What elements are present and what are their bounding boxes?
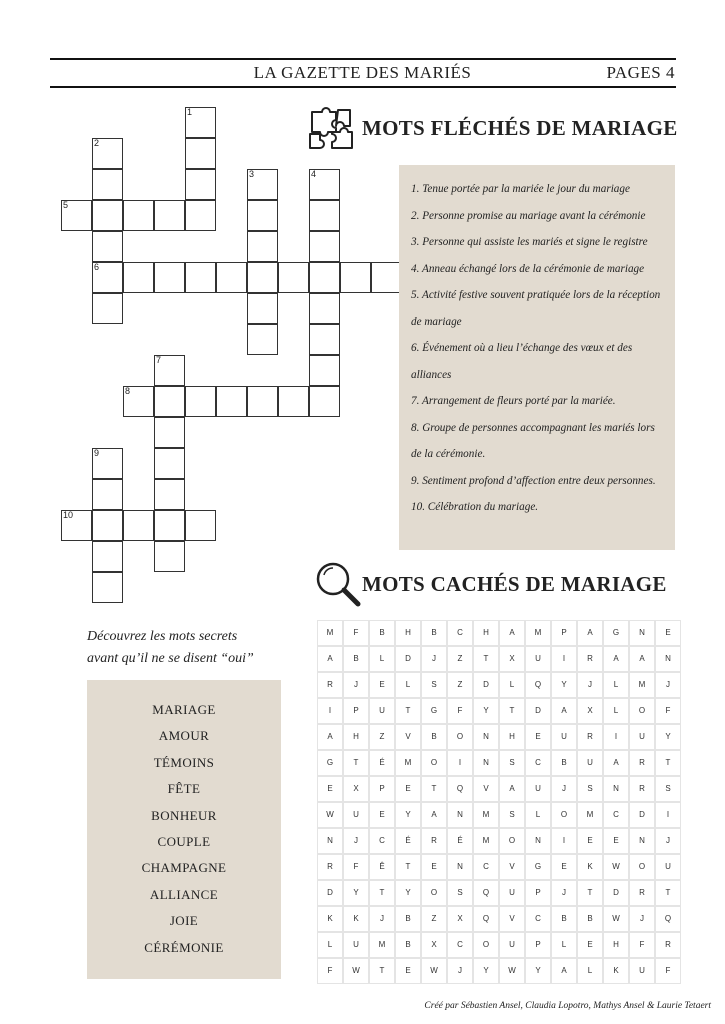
- wordsearch-letter[interactable]: I: [551, 646, 577, 672]
- wordsearch-letter[interactable]: U: [629, 958, 655, 984]
- wordsearch-letter[interactable]: N: [629, 828, 655, 854]
- wordsearch-letter[interactable]: O: [421, 750, 447, 776]
- wordsearch-letter[interactable]: E: [525, 724, 551, 750]
- wordsearch-letter[interactable]: A: [499, 776, 525, 802]
- wordsearch-letter[interactable]: W: [499, 958, 525, 984]
- wordsearch-letter[interactable]: M: [577, 802, 603, 828]
- wordsearch-letter[interactable]: K: [603, 958, 629, 984]
- wordsearch-letter[interactable]: U: [629, 724, 655, 750]
- wordsearch-letter[interactable]: P: [525, 932, 551, 958]
- clue-number-4: 4: [311, 169, 317, 179]
- wordsearch-letter[interactable]: K: [577, 854, 603, 880]
- wordsearch-letter[interactable]: Q: [655, 906, 681, 932]
- wordsearch-letter[interactable]: E: [551, 854, 577, 880]
- header-bottom-rule: [50, 86, 676, 88]
- crossword-cell[interactable]: [123, 262, 154, 293]
- wordsearch-letter[interactable]: A: [577, 620, 603, 646]
- wordsearch-letter[interactable]: R: [629, 880, 655, 906]
- wordsearch-letter[interactable]: M: [525, 620, 551, 646]
- wordsearch-letter[interactable]: T: [369, 958, 395, 984]
- wordsearch-letter[interactable]: J: [629, 906, 655, 932]
- wordsearch-letter[interactable]: M: [473, 828, 499, 854]
- wordsearch-letter[interactable]: L: [551, 932, 577, 958]
- crossword-cell[interactable]: [154, 448, 185, 479]
- wordsearch-letter[interactable]: L: [395, 672, 421, 698]
- wordsearch-title: MOTS CACHÉS DE MARIAGE: [362, 572, 667, 596]
- wordsearch-letter[interactable]: N: [603, 776, 629, 802]
- crossword-cell[interactable]: [216, 262, 247, 293]
- crossword-cell[interactable]: [123, 200, 154, 231]
- wordsearch-letter[interactable]: C: [447, 620, 473, 646]
- wordsearch-letter[interactable]: R: [655, 932, 681, 958]
- clue-3: 3. Personne qui assiste les mariés et signe le registre: [411, 236, 648, 248]
- intro-line-2: avant qu’il ne se disent “oui”: [87, 651, 254, 666]
- clue-number-6: 6: [94, 262, 100, 272]
- wordsearch-letter[interactable]: V: [499, 854, 525, 880]
- wordsearch-letter[interactable]: A: [551, 958, 577, 984]
- wordsearch-letter[interactable]: L: [603, 698, 629, 724]
- crossword-cell[interactable]: [92, 169, 123, 200]
- wordsearch-letter[interactable]: J: [577, 672, 603, 698]
- wordsearch-letter[interactable]: J: [343, 828, 369, 854]
- wordsearch-letter[interactable]: O: [473, 932, 499, 958]
- wordsearch-letter[interactable]: Y: [395, 802, 421, 828]
- crossword-cell[interactable]: [247, 231, 278, 262]
- word-item: BONHEUR: [151, 807, 217, 823]
- wordsearch-letter[interactable]: N: [317, 828, 343, 854]
- wordsearch-letter[interactable]: D: [317, 880, 343, 906]
- wordsearch-letter[interactable]: H: [473, 620, 499, 646]
- crossword-cell[interactable]: [154, 479, 185, 510]
- wordsearch-letter[interactable]: D: [629, 802, 655, 828]
- word-item: CÉRÉMONIE: [144, 939, 224, 955]
- wordsearch-letter[interactable]: L: [577, 958, 603, 984]
- wordsearch-letter[interactable]: S: [421, 672, 447, 698]
- crossword-cell[interactable]: [92, 479, 123, 510]
- wordsearch-letter[interactable]: S: [499, 802, 525, 828]
- wordsearch-letter[interactable]: É: [447, 828, 473, 854]
- crossword-cell[interactable]: [278, 262, 309, 293]
- wordsearch-letter[interactable]: C: [473, 854, 499, 880]
- crossword-cell[interactable]: [185, 262, 216, 293]
- clue-6: 6. Événement où a lieu l’échange des vœux et des alliances: [411, 342, 633, 381]
- crossword-cell[interactable]: [309, 386, 340, 417]
- wordsearch-letter[interactable]: U: [499, 880, 525, 906]
- wordsearch-letter[interactable]: A: [603, 646, 629, 672]
- wordsearch-letter[interactable]: M: [629, 672, 655, 698]
- wordsearch-letter[interactable]: Y: [473, 698, 499, 724]
- wordsearch-letter[interactable]: B: [577, 906, 603, 932]
- wordsearch-letter[interactable]: J: [343, 672, 369, 698]
- crossword-cell[interactable]: [247, 324, 278, 355]
- word-item: TÉMOINS: [153, 754, 215, 770]
- wordsearch-letter[interactable]: C: [525, 906, 551, 932]
- wordsearch-letter[interactable]: N: [525, 828, 551, 854]
- crossword-cell[interactable]: [278, 386, 309, 417]
- wordsearch-letter[interactable]: H: [395, 620, 421, 646]
- wordsearch-letter[interactable]: L: [317, 932, 343, 958]
- gazette-title: LA GAZETTE DES MARIÉS: [253, 63, 472, 82]
- wordsearch-letter[interactable]: É: [369, 750, 395, 776]
- crossword-cell[interactable]: [92, 231, 123, 262]
- wordsearch-letter[interactable]: Q: [447, 776, 473, 802]
- wordsearch-letter[interactable]: N: [655, 646, 681, 672]
- wordsearch-letter[interactable]: E: [421, 854, 447, 880]
- wordsearch-letter[interactable]: U: [525, 646, 551, 672]
- wordsearch-letter[interactable]: J: [551, 776, 577, 802]
- wordsearch-letter[interactable]: U: [655, 854, 681, 880]
- wordsearch-letter[interactable]: A: [499, 620, 525, 646]
- wordsearch-letter[interactable]: R: [421, 828, 447, 854]
- clue-number-9: 9: [94, 448, 100, 458]
- wordsearch-letter[interactable]: R: [317, 672, 343, 698]
- wordsearch-letter[interactable]: Z: [447, 672, 473, 698]
- crossword-cell[interactable]: [154, 541, 185, 572]
- clue-8: 8. Groupe de personnes accompagnant les mariés lors de la cérémonie.: [411, 421, 655, 460]
- wordsearch-intro: [87, 626, 307, 670]
- crossword-cell[interactable]: [247, 386, 278, 417]
- wordsearch-letter[interactable]: Y: [473, 958, 499, 984]
- wordsearch-letter[interactable]: N: [473, 724, 499, 750]
- wordsearch-letter[interactable]: P: [551, 620, 577, 646]
- word-item: CHAMPAGNE: [141, 860, 227, 876]
- clue-10: 10. Célébration du mariage.: [411, 501, 539, 513]
- word-item: ALLIANCE: [149, 886, 219, 902]
- wordsearch-letter[interactable]: A: [421, 802, 447, 828]
- wordsearch-letter[interactable]: G: [421, 698, 447, 724]
- wordsearch-letter[interactable]: R: [317, 854, 343, 880]
- wordsearch-letter[interactable]: E: [369, 672, 395, 698]
- wordsearch-letter[interactable]: G: [317, 750, 343, 776]
- wordsearch-letter[interactable]: T: [343, 750, 369, 776]
- puzzle-icon: [306, 106, 354, 152]
- clue-1: 1. Tenue portée par la mariée le jour du mariage: [411, 183, 630, 195]
- wordsearch-letter[interactable]: H: [499, 724, 525, 750]
- wordsearch-letter[interactable]: T: [395, 854, 421, 880]
- word-item: FÊTE: [167, 781, 201, 797]
- wordsearch-letter[interactable]: Q: [473, 906, 499, 932]
- crossword-cell[interactable]: [154, 417, 185, 448]
- crossword-cell[interactable]: [371, 262, 402, 293]
- crossword-cell[interactable]: [216, 386, 247, 417]
- wordsearch-letter[interactable]: C: [603, 802, 629, 828]
- clue-9: 9. Sentiment profond d’affection entre deux personnes.: [411, 474, 656, 487]
- wordsearch-letter[interactable]: E: [577, 828, 603, 854]
- wordsearch-letter[interactable]: C: [369, 828, 395, 854]
- wordsearch-letter[interactable]: E: [395, 958, 421, 984]
- clue-number-5: 5: [63, 200, 69, 210]
- wordsearch-letter[interactable]: V: [473, 776, 499, 802]
- wordsearch-letter[interactable]: X: [499, 646, 525, 672]
- clue-number-2: 2: [94, 138, 100, 148]
- wordsearch-letter[interactable]: R: [629, 776, 655, 802]
- wordsearch-letter[interactable]: V: [499, 906, 525, 932]
- crossword-cell[interactable]: [154, 510, 185, 541]
- wordsearch-letter[interactable]: I: [655, 802, 681, 828]
- wordsearch-letter[interactable]: J: [421, 646, 447, 672]
- wordsearch-letter[interactable]: D: [603, 880, 629, 906]
- crossword-cell[interactable]: [185, 138, 216, 169]
- crossword-cell[interactable]: [92, 541, 123, 572]
- crossword-cell[interactable]: [92, 510, 123, 541]
- wordsearch-letter[interactable]: I: [447, 750, 473, 776]
- crossword-cell[interactable]: [309, 355, 340, 386]
- wordsearch-letter[interactable]: N: [447, 854, 473, 880]
- wordsearch-letter[interactable]: Q: [473, 880, 499, 906]
- wordsearch-letter[interactable]: Y: [525, 958, 551, 984]
- wordsearch-letter[interactable]: J: [655, 828, 681, 854]
- crossword-cell[interactable]: [309, 293, 340, 324]
- wordsearch-letter[interactable]: U: [343, 932, 369, 958]
- wordsearch-letter[interactable]: S: [655, 776, 681, 802]
- wordsearch-letter[interactable]: M: [395, 750, 421, 776]
- wordsearch-letter[interactable]: P: [369, 776, 395, 802]
- wordsearch-letter[interactable]: P: [343, 698, 369, 724]
- wordsearch-letter[interactable]: E: [603, 828, 629, 854]
- wordsearch-letter[interactable]: Z: [369, 724, 395, 750]
- wordsearch-letter[interactable]: C: [525, 750, 551, 776]
- clue-number-3: 3: [249, 169, 255, 179]
- wordsearch-letter[interactable]: U: [525, 776, 551, 802]
- crossword-cell[interactable]: [185, 386, 216, 417]
- crossword-cell[interactable]: [185, 510, 216, 541]
- wordsearch-letter[interactable]: A: [317, 724, 343, 750]
- wordsearch-letter[interactable]: D: [473, 672, 499, 698]
- wordsearch-letter[interactable]: W: [603, 906, 629, 932]
- wordsearch-letter[interactable]: I: [603, 724, 629, 750]
- wordsearch-letter[interactable]: J: [551, 880, 577, 906]
- wordsearch-letter[interactable]: O: [629, 854, 655, 880]
- crossword-cell[interactable]: [340, 262, 371, 293]
- wordsearch-letter[interactable]: T: [577, 880, 603, 906]
- clue-number-7: 7: [156, 355, 162, 365]
- wordsearch-letter[interactable]: É: [395, 828, 421, 854]
- wordsearch-letter[interactable]: H: [603, 932, 629, 958]
- crossword-cell[interactable]: [92, 200, 123, 231]
- wordsearch-letter[interactable]: K: [343, 906, 369, 932]
- word-item: MARIAGE: [152, 702, 216, 717]
- wordsearch-letter[interactable]: M: [473, 802, 499, 828]
- wordsearch-letter[interactable]: D: [395, 646, 421, 672]
- wordsearch-letter[interactable]: T: [395, 698, 421, 724]
- wordsearch-letter[interactable]: E: [369, 802, 395, 828]
- wordsearch-letter[interactable]: X: [421, 932, 447, 958]
- wordsearch-letter[interactable]: U: [499, 932, 525, 958]
- clues-box: [399, 165, 675, 550]
- wordsearch-letter[interactable]: H: [343, 724, 369, 750]
- wordsearch-letter[interactable]: C: [447, 932, 473, 958]
- crossword-cell[interactable]: [154, 262, 185, 293]
- wordsearch-letter[interactable]: T: [655, 880, 681, 906]
- wordsearch-letter[interactable]: F: [655, 698, 681, 724]
- wordsearch-letter[interactable]: A: [317, 646, 343, 672]
- wordsearch-letter[interactable]: W: [317, 802, 343, 828]
- wordsearch-letter[interactable]: Ê: [369, 854, 395, 880]
- wordsearch-letter[interactable]: J: [369, 906, 395, 932]
- intro-line-1: Découvrez les mots secrets: [87, 629, 238, 644]
- wordsearch-letter[interactable]: B: [551, 750, 577, 776]
- wordsearch-letter[interactable]: U: [369, 698, 395, 724]
- wordsearch-letter[interactable]: O: [499, 828, 525, 854]
- crossword-cell[interactable]: [185, 200, 216, 231]
- wordsearch-letter[interactable]: Y: [395, 880, 421, 906]
- wordsearch-letter[interactable]: L: [525, 802, 551, 828]
- word-list: [87, 680, 281, 979]
- wordsearch-letter[interactable]: O: [551, 802, 577, 828]
- wordsearch-letter[interactable]: A: [603, 750, 629, 776]
- wordsearch-letter[interactable]: B: [551, 906, 577, 932]
- wordsearch-letter[interactable]: N: [447, 802, 473, 828]
- wordsearch-letter[interactable]: M: [317, 620, 343, 646]
- crossword-cell[interactable]: [247, 262, 278, 293]
- wordsearch-letter[interactable]: Z: [447, 646, 473, 672]
- wordsearch-letter[interactable]: O: [629, 698, 655, 724]
- wordsearch-letter[interactable]: E: [395, 776, 421, 802]
- wordsearch-letter[interactable]: O: [421, 880, 447, 906]
- wordsearch-letter[interactable]: S: [577, 776, 603, 802]
- crossword-cell[interactable]: [309, 200, 340, 231]
- wordsearch-letter[interactable]: E: [655, 620, 681, 646]
- word-item: JOIE: [169, 913, 199, 929]
- word-item: AMOUR: [158, 728, 210, 744]
- wordsearch-letter[interactable]: W: [421, 958, 447, 984]
- wordsearch-letter[interactable]: R: [577, 724, 603, 750]
- wordsearch-letter[interactable]: G: [525, 854, 551, 880]
- crossword-cell[interactable]: [185, 169, 216, 200]
- wordsearch-letter[interactable]: Z: [421, 906, 447, 932]
- wordsearch-letter[interactable]: T: [369, 880, 395, 906]
- crossword-cell[interactable]: [92, 293, 123, 324]
- wordsearch-letter[interactable]: I: [551, 828, 577, 854]
- wordsearch-letter[interactable]: T: [655, 750, 681, 776]
- wordsearch-letter[interactable]: F: [655, 958, 681, 984]
- clue-4: 4. Anneau échangé lors de la cérémonie de mariage: [411, 262, 645, 275]
- magnifier-icon: [314, 560, 362, 608]
- wordsearch-letter[interactable]: R: [577, 646, 603, 672]
- wordsearch-letter[interactable]: Y: [655, 724, 681, 750]
- wordsearch-letter[interactable]: Y: [343, 880, 369, 906]
- crossword-cell[interactable]: [309, 324, 340, 355]
- clue-7: 7. Arrangement de fleurs porté par la mariée.: [411, 395, 616, 407]
- wordsearch-letter[interactable]: B: [421, 724, 447, 750]
- wordsearch-letter[interactable]: F: [317, 958, 343, 984]
- wordsearch-letter[interactable]: B: [343, 646, 369, 672]
- wordsearch-letter[interactable]: A: [629, 646, 655, 672]
- wordsearch-letter[interactable]: N: [629, 620, 655, 646]
- wordsearch-letter[interactable]: X: [447, 906, 473, 932]
- clue-number-8: 8: [125, 386, 131, 396]
- wordsearch-letter[interactable]: W: [343, 958, 369, 984]
- crossword-cell[interactable]: [247, 200, 278, 231]
- wordsearch-letter[interactable]: J: [447, 958, 473, 984]
- wordsearch-letter[interactable]: X: [343, 776, 369, 802]
- wordsearch-letter[interactable]: K: [317, 906, 343, 932]
- wordsearch-letter[interactable]: J: [655, 672, 681, 698]
- wordsearch-letter[interactable]: Q: [525, 672, 551, 698]
- wordsearch-letter[interactable]: B: [369, 620, 395, 646]
- wordsearch-letter[interactable]: F: [447, 698, 473, 724]
- clue-number-10: 10: [63, 510, 74, 520]
- wordsearch-letter[interactable]: F: [343, 854, 369, 880]
- wordsearch-letter[interactable]: Y: [551, 672, 577, 698]
- clue-number-1: 1: [187, 107, 193, 117]
- crossword-cell[interactable]: [154, 200, 185, 231]
- crossword-cell[interactable]: [154, 386, 185, 417]
- crossword-cell[interactable]: [309, 231, 340, 262]
- wordsearch-letter[interactable]: T: [473, 646, 499, 672]
- wordsearch-letter[interactable]: T: [421, 776, 447, 802]
- wordsearch-letter[interactable]: S: [499, 750, 525, 776]
- clue-2: 2. Personne promise au mariage avant la cérémonie: [411, 209, 646, 222]
- wordsearch-letter[interactable]: B: [395, 906, 421, 932]
- wordsearch-letter[interactable]: U: [343, 802, 369, 828]
- crossword-title: MOTS FLÉCHÉS DE MARIAGE: [362, 116, 678, 140]
- wordsearch-letter[interactable]: E: [317, 776, 343, 802]
- crossword-cell[interactable]: [309, 262, 340, 293]
- wordsearch-letter[interactable]: L: [603, 672, 629, 698]
- wordsearch-letter[interactable]: L: [499, 672, 525, 698]
- wordsearch-letter[interactable]: G: [603, 620, 629, 646]
- wordsearch-letter[interactable]: T: [499, 698, 525, 724]
- wordsearch-letter[interactable]: L: [369, 646, 395, 672]
- wordsearch-letter[interactable]: V: [395, 724, 421, 750]
- wordsearch-letter[interactable]: X: [577, 698, 603, 724]
- header-top-rule: [50, 58, 676, 60]
- wordsearch-letter[interactable]: E: [577, 932, 603, 958]
- wordsearch-letter[interactable]: B: [395, 932, 421, 958]
- wordsearch-letter[interactable]: R: [629, 750, 655, 776]
- wordsearch-letter[interactable]: M: [369, 932, 395, 958]
- word-item: COUPLE: [157, 834, 211, 849]
- wordsearch-letter[interactable]: F: [629, 932, 655, 958]
- crossword-cell[interactable]: [123, 510, 154, 541]
- wordsearch-letter[interactable]: U: [551, 724, 577, 750]
- wordsearch-letter[interactable]: P: [525, 880, 551, 906]
- crossword-cell[interactable]: [247, 293, 278, 324]
- clue-5: 5. Activité festive souvent pratiquée lors de la réception de mariage: [411, 289, 661, 328]
- wordsearch-letter[interactable]: N: [473, 750, 499, 776]
- wordsearch-letter[interactable]: B: [421, 620, 447, 646]
- wordsearch-letter[interactable]: S: [447, 880, 473, 906]
- wordsearch-letter[interactable]: A: [551, 698, 577, 724]
- wordsearch-letter[interactable]: I: [317, 698, 343, 724]
- wordsearch-letter[interactable]: O: [447, 724, 473, 750]
- page-number: PAGES 4: [606, 63, 675, 82]
- crossword-cell[interactable]: [92, 572, 123, 603]
- credits: Créé par Sébastien Ansel, Claudia Lopotro, Mathys Ansel & Laurie Tetaert: [424, 1001, 711, 1011]
- wordsearch-letter[interactable]: W: [603, 854, 629, 880]
- wordsearch-letter[interactable]: U: [577, 750, 603, 776]
- wordsearch-letter[interactable]: F: [343, 620, 369, 646]
- wordsearch-letter[interactable]: D: [525, 698, 551, 724]
